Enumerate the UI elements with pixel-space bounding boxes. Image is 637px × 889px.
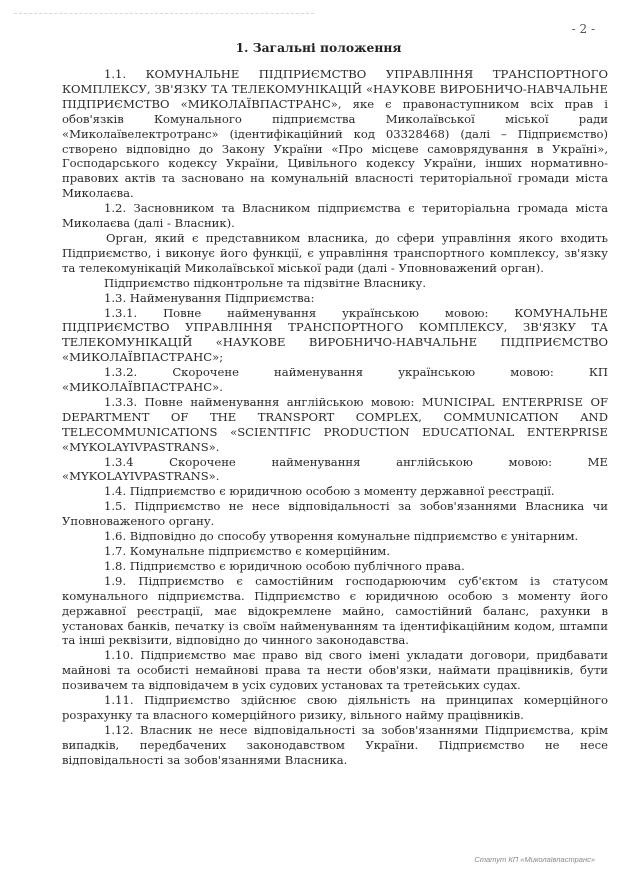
paragraph-1-3-3: 1.3.3. Повне найменування англійською мовою: MUNICIPAL ENTERPRISE OF DEPARTMENT OF THE TRANSPORT COMPLEX, COMMUNICATION AND TELECOMMUNICATIONS «SCIENTIFIC PRODUCTION EDUCATIONAL ENTERPRISE «MYKOLAYIVPASTRANS». bbox=[62, 394, 608, 454]
paragraph-1-7: 1.7. Комунальне підприємство є комерційним. bbox=[104, 544, 391, 558]
paragraph-subordination: Підприємство підконтрольне та підзвітне Власнику. bbox=[104, 275, 427, 290]
paragraph-1-11: 1.11. Підприємство здійснює свою діяльність на принципах комерційного розрахунку та власного комерційного ризику, вільного найму працівників. bbox=[62, 693, 608, 722]
document-footer: Статут КП «Миколаївпастранс» bbox=[474, 855, 595, 864]
scan-artifact-line bbox=[14, 13, 314, 15]
paragraph-1-9: 1.9. Підприємство є самостійним господарюючим суб'єктом із статусом комунального підприємства. Підприємство є юридичною особою з моменту його державної реєстрації, має відокремлене майно, самостійний баланс, рахунки в установах банків, печатку із своїм найменуванням та ідентифікаційним кодом, штампи та інші реквізити, відповідно до чинного законодавства. bbox=[62, 573, 608, 648]
paragraph-1-12: 1.12. Власник не несе відповідальності за зобов'язаннями Підприємства, крім випадків, передбачених законодавством України. Підприємство не несе відповідальності за зобов'язаннями Власника. bbox=[62, 722, 608, 767]
paragraph-1-5: 1.5. Підприємство не несе відповідальності за зобов'язаннями Власника чи Уповноваженого органу. bbox=[62, 499, 608, 529]
paragraph-1-6: 1.6. Відповідно до способу утворення комунальне підприємство є унітарним. bbox=[104, 529, 579, 544]
paragraph-1-3-2: 1.3.2. Скорочене найменування українською мовою: КП «МИКОЛАЇВПАСТРАНС». bbox=[62, 365, 608, 395]
paragraph-authorized-body: Орган, який є представником власника, до сфери управління якого входить Підприємство, і виконує його функції, є управління транспортного комплексу, зв'язку та телекомунікацій Миколаївської міської ради (далі - Уповноважений орган). bbox=[62, 230, 608, 275]
paragraph-1-1: 1.1. КОМУНАЛЬНЕ ПІДПРИЄМСТВО УПРАВЛІННЯ ТРАНСПОРТНОГО КОМПЛЕКСУ, ЗВ'ЯЗКУ ТА ТЕЛЕКОМУНІКАЦІЙ «НАУКОВЕ ВИРОБНИЧО-НАВЧАЛЬНЕ ПІДПРИЄМСТВО «МИКОЛАЇВПАСТРАНС», яке є правонаступником всіх прав і обов'язків Комунального підприємства Миколаївської міської ради «Миколаївелектротранс» (ідентифікаційний код 03328468) (далі – Підприємство) створено відповідно до Закону України «Про місцеве самоврядування в Україні», Господарського кодексу України, Цивільного кодексу України, інших нормативно-правових актів та засновано на комунальній власності територіальної громади міста Миколаєва. bbox=[62, 67, 608, 201]
document-body bbox=[62, 67, 608, 768]
paragraph-1-3: 1.3. Найменування Підприємства: bbox=[104, 290, 315, 305]
paragraph-1-3-4: 1.3.4 Скорочене найменування англійською мовою: ME «MYKOLAYIVPASTRANS». bbox=[62, 454, 608, 484]
section-heading: 1. Загальні положення bbox=[235, 40, 402, 55]
paragraph-1-4: 1.4. Підприємство є юридичною особою з моменту державної реєстрації. bbox=[104, 484, 555, 499]
paragraph-1-3-1: 1.3.1. Повне найменування українською мовою: КОМУНАЛЬНЕ ПІДПРИЄМСТВО УПРАВЛІННЯ ТРАНСПОРТНОГО КОМПЛЕКСУ, ЗВ'ЯЗКУ ТА ТЕЛЕКОМУНІКАЦІЙ «НАУКОВЕ ВИРОБНИЧО-НАВЧАЛЬНЕ ПІДПРИЄМСТВО «МИКОЛАЇВПАСТРАНС»; bbox=[62, 305, 608, 365]
paragraph-1-8: 1.8. Підприємство є юридичною особою публічного права. bbox=[104, 558, 465, 573]
paragraph-1-2: 1.2. Засновником та Власником підприємства є територіальна громада міста Миколаєва (далі - Власник). bbox=[62, 201, 608, 231]
page-number: - 2 - bbox=[571, 22, 595, 36]
paragraph-1-10: 1.10. Підприємство має право від свого імені укладати договори, придбавати майнові та особисті немайнові права та нести обов'язки, наймати працівників, бути позивачем та відповідачем в усіх судових установах та третейських судах. bbox=[62, 648, 608, 693]
